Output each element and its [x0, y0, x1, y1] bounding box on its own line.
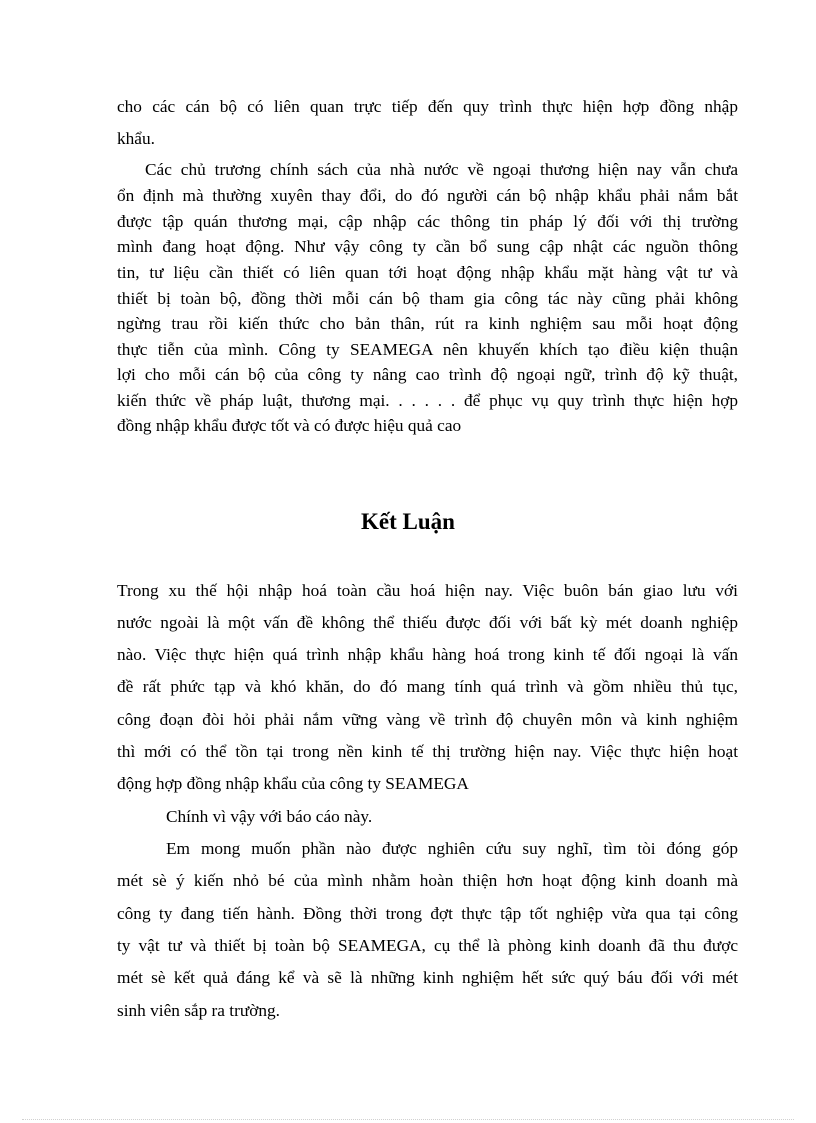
paragraph-line: sinh viên sắp ra trường. — [117, 1001, 280, 1020]
paragraph-line: thì mới có thể tồn tại trong nền kinh tế thị trường hiện nay. Việc thực hiện hoạt — [117, 742, 738, 761]
paragraph-line: khẩu. — [117, 129, 155, 148]
paragraph-line: Chính vì vậy với báo cáo này. — [166, 807, 373, 826]
paragraph-line: thực tiễn của mình. Công ty SEAMEGA nên khuyến khích tạo điều kiện thuận — [117, 340, 738, 359]
paragraph-line: Em mong muốn phần nào được nghiên cứu suy nghĩ, tìm tòi đóng góp — [166, 839, 738, 858]
paragraph-line: đồng nhập khẩu được tốt và có được hiệu quả cao — [117, 416, 462, 435]
paragraph-line: mét sè kết quả đáng kể và sẽ là những kinh nghiệm hết sức quý báu đối với mét — [117, 968, 738, 987]
paragraph-line: nước ngoài là một vấn đề không thể thiếu được đối với bất kỳ mét doanh nghiệp — [117, 613, 738, 632]
paragraph-line: mình đang hoạt động. Như vậy công ty cần bổ sung cập nhật các nguồn thông — [117, 237, 738, 256]
paragraph-line: công ty đang tiến hành. Đồng thời trong đợt thực tập tốt nghiệp vừa qua tại công — [117, 904, 738, 923]
paragraph-line: công đoạn đòi hỏi phải nắm vững vàng về trình độ chuyên môn và kinh nghiệm — [117, 710, 738, 729]
paragraph-line: thiết bị toàn bộ, đồng thời mỗi cán bộ tham gia công tác này cũng phải không — [117, 289, 738, 308]
paragraph-line: ngừng trau rồi kiến thức cho bản thân, rút ra kinh nghiệm sau mỗi hoạt động — [117, 314, 738, 333]
paragraph-line: ổn định mà thường xuyên thay đổi, do đó người cán bộ nhập khẩu phải nắm bắt — [117, 186, 738, 205]
paragraph-line: mét sè ý kiến nhỏ bé của mình nhằm hoàn thiện hơn hoạt động kinh doanh mà — [117, 871, 738, 890]
paragraph-line: Các chủ trương chính sách của nhà nước về ngoại thương hiện nay vẫn chưa — [145, 160, 738, 179]
paragraph-line: ty vật tư và thiết bị toàn bộ SEAMEGA, cụ thể là phòng kinh doanh đã thu được — [117, 936, 738, 955]
paragraph-line: cho các cán bộ có liên quan trực tiếp đến quy trình thực hiện hợp đồng nhập — [117, 97, 738, 116]
paragraph-line: lợi cho mỗi cán bộ của công ty nâng cao trình độ ngoại ngữ, trình độ kỹ thuật, — [117, 365, 738, 384]
section-heading: Kết Luận — [361, 509, 455, 534]
paragraph-line: được tập quán thương mại, cập nhập các thông tin pháp lý đối với thị trường — [117, 212, 738, 231]
paragraph-line: tin, tư liệu cần thiết có liên quan tới hoạt động nhập khẩu mặt hàng vật tư và — [117, 263, 738, 282]
page-bottom-divider — [22, 1119, 794, 1120]
paragraph-line: động hợp đồng nhập khẩu của công ty SEAMEGA — [117, 774, 469, 793]
paragraph-line: Trong xu thế hội nhập hoá toàn cầu hoá hiện nay. Việc buôn bán giao lưu với — [117, 581, 738, 600]
paragraph-line: kiến thức về pháp luật, thương mại. . . . . . để phục vụ quy trình thực hiện hợp — [117, 391, 738, 410]
paragraph-line: đề rất phức tạp và khó khăn, do đó mang tính quá trình và gồm nhiều thủ tục, — [117, 677, 738, 696]
paragraph-line: nào. Việc thực hiện quá trình nhập khẩu hàng hoá trong kinh tế đối ngoại là vấn — [117, 645, 738, 664]
